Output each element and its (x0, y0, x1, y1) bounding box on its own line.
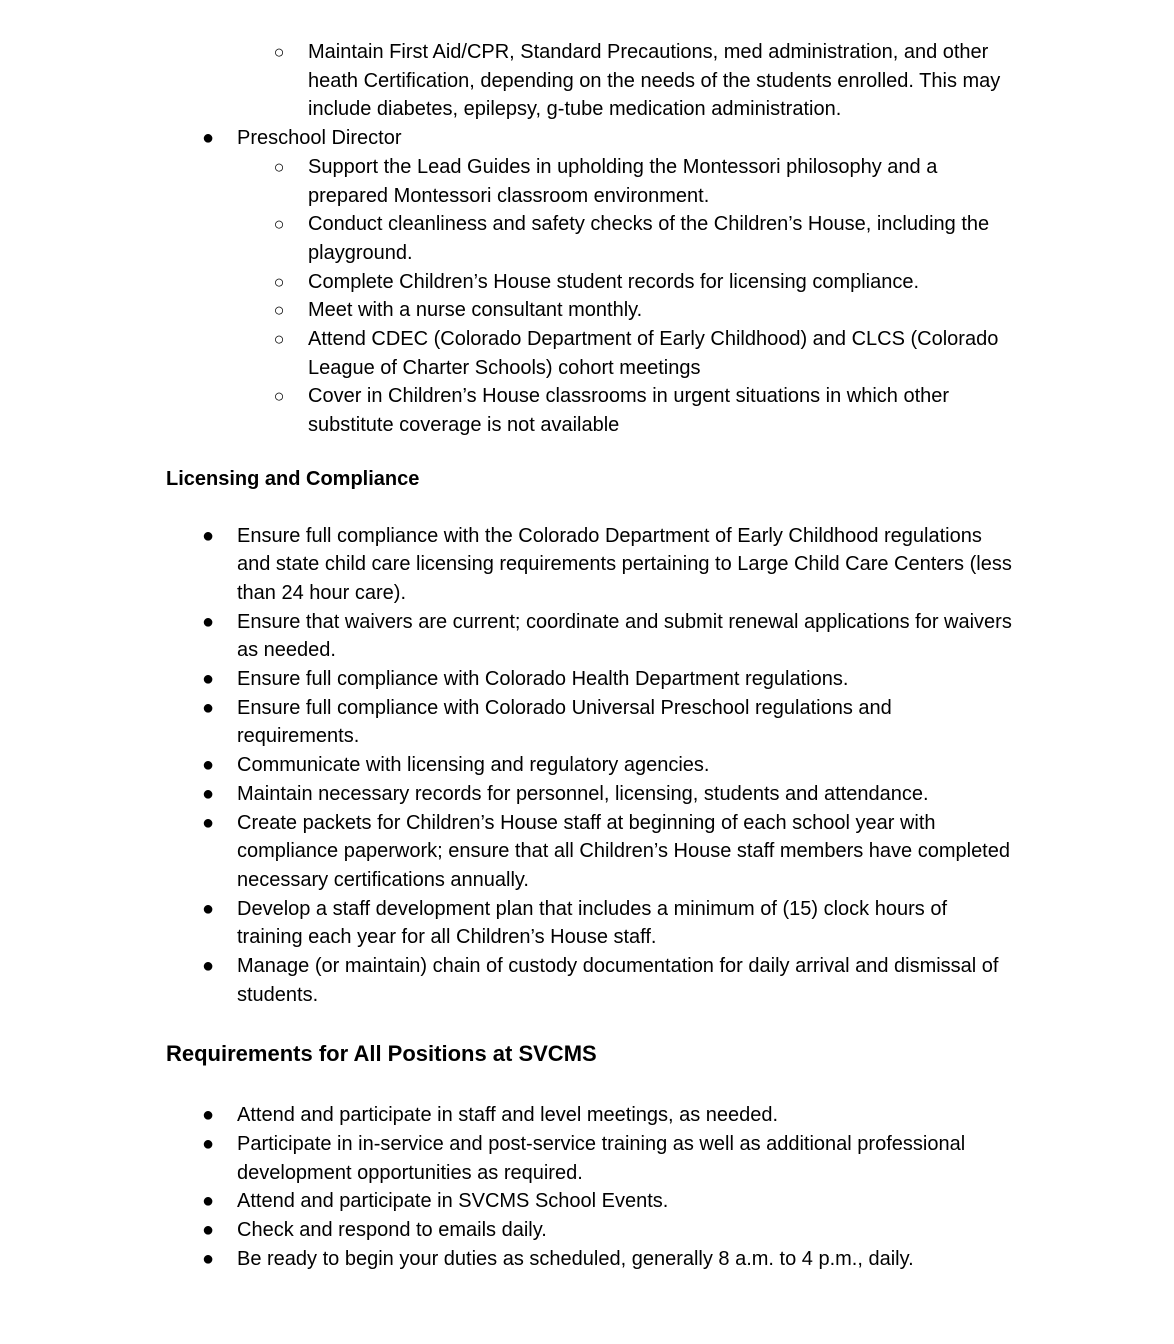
list-item (0, 780, 1012, 809)
section-heading-licensing: Licensing and Compliance (166, 467, 420, 490)
list-item-text: Attend and participate in staff and level meetings, as needed. (237, 1104, 779, 1127)
licensing-list (0, 522, 1174, 1010)
list-item-text: Manage (or maintain) chain of custody documentation for daily arrival and dismissal of students. (237, 955, 999, 1006)
list-item-text: Maintain necessary records for personnel, licensing, students and attendance. (237, 782, 929, 805)
bullet-disc: ● (201, 127, 215, 150)
bullet-circle: ○ (273, 156, 285, 177)
list-item-text: Support the Lead Guides in upholding the Montessori philosophy and a prepared Montessori classroom environment. (308, 155, 938, 207)
list-item-text: Meet with a nurse consultant monthly. (308, 299, 643, 322)
list-item (0, 809, 1012, 895)
bullet-disc: ● (201, 782, 215, 805)
document-page (0, 38, 1174, 1273)
list-item-text: Check and respond to emails daily. (237, 1219, 547, 1242)
list-item (0, 124, 1012, 440)
bullet-disc: ● (201, 897, 215, 920)
bullet-disc: ● (201, 1190, 215, 1213)
list-item (237, 268, 1012, 297)
list-item-text: Cover in Children’s House classrooms in urgent situations in which other substitute coverage is not available (308, 385, 950, 437)
list-item (0, 952, 1012, 1009)
preschool-director-sublist (237, 153, 1012, 440)
bullet-disc: ● (201, 754, 215, 777)
list-item (0, 751, 1012, 780)
list-item (0, 1245, 1012, 1274)
list-item (237, 153, 1012, 210)
list-item-text: Participate in in-service and post-service training as well as additional professional development opportunities as required. (237, 1132, 966, 1184)
list-item-text: Create packets for Children’s House staff at beginning of each school year with compliance paperwork; ensure that all Children’s House staff members have completed necessary certifications annually. (237, 811, 1010, 891)
list-item (0, 522, 1012, 608)
list-item (237, 382, 1012, 439)
list-item-text: Attend CDEC (Colorado Department of Early Childhood) and CLCS (Colorado League of Charter Schools) cohort meetings (308, 328, 999, 379)
bullet-disc: ● (201, 696, 215, 719)
list-item (0, 38, 1012, 124)
list-item (0, 1187, 1012, 1216)
list-item (237, 325, 1012, 382)
list-item-text: Ensure that waivers are current; coordinate and submit renewal applications for waivers as needed. (237, 610, 1012, 662)
bullet-circle: ○ (273, 386, 285, 407)
list-item (0, 895, 1012, 952)
section-heading-requirements: Requirements for All Positions at SVCMS (166, 1040, 597, 1066)
bullet-circle: ○ (273, 42, 285, 62)
list-item-text: Ensure full compliance with Colorado Health Department regulations. (237, 668, 849, 691)
bullet-disc: ● (201, 668, 215, 691)
list-item-text: Be ready to begin your duties as scheduled, generally 8 a.m. to 4 p.m., daily. (237, 1247, 914, 1270)
list-item (0, 1216, 1012, 1245)
list-item-text: Ensure full compliance with the Colorado Department of Early Childhood regulations and state child care licensing requirements pertaining to Large Child Care Centers (less than 24 hour care). (237, 524, 1012, 604)
list-item (0, 1130, 1012, 1187)
certification-sublist (0, 38, 1174, 124)
bullet-disc: ● (201, 811, 215, 834)
bullet-circle: ○ (273, 300, 285, 321)
list-item-text: Attend and participate in SVCMS School Events. (237, 1190, 669, 1213)
bullet-disc: ● (201, 1104, 215, 1127)
list-item-text: Develop a staff development plan that includes a minimum of (15) clock hours of training each year for all Children’s House staff. (237, 897, 947, 949)
list-item (237, 210, 1012, 267)
list-item-text: Complete Children’s House student records for licensing compliance. (308, 270, 920, 293)
requirements-list (0, 1101, 1174, 1273)
bullet-circle: ○ (273, 214, 285, 235)
list-item-text: Communicate with licensing and regulatory agencies. (237, 754, 710, 777)
list-item (0, 665, 1012, 694)
list-item (237, 296, 1012, 325)
bullet-circle: ○ (273, 329, 285, 350)
list-item (0, 694, 1012, 751)
bullet-disc: ● (201, 1132, 215, 1155)
list-item-text: Ensure full compliance with Colorado Universal Preschool regulations and requirements. (237, 696, 892, 748)
bullet-disc: ● (201, 955, 215, 978)
bullet-disc: ● (201, 610, 215, 633)
list-item-text: Preschool Director (237, 127, 402, 150)
bullet-disc: ● (201, 524, 215, 547)
list-item-text: Conduct cleanliness and safety checks of the Children’s House, including the playground. (308, 213, 990, 264)
bullet-disc: ● (201, 1247, 215, 1270)
list-item-text: Maintain First Aid/CPR, Standard Precautions, med administration, and other heath Certification, depending on the needs of the students enrolled. This may include diabetes, epilepsy, g-tube medication administration. (308, 41, 1001, 121)
list-item (0, 608, 1012, 665)
list-item (0, 1101, 1012, 1130)
bullet-disc: ● (201, 1219, 215, 1242)
bullet-circle: ○ (273, 271, 285, 292)
preschool-director-list (0, 124, 1174, 440)
